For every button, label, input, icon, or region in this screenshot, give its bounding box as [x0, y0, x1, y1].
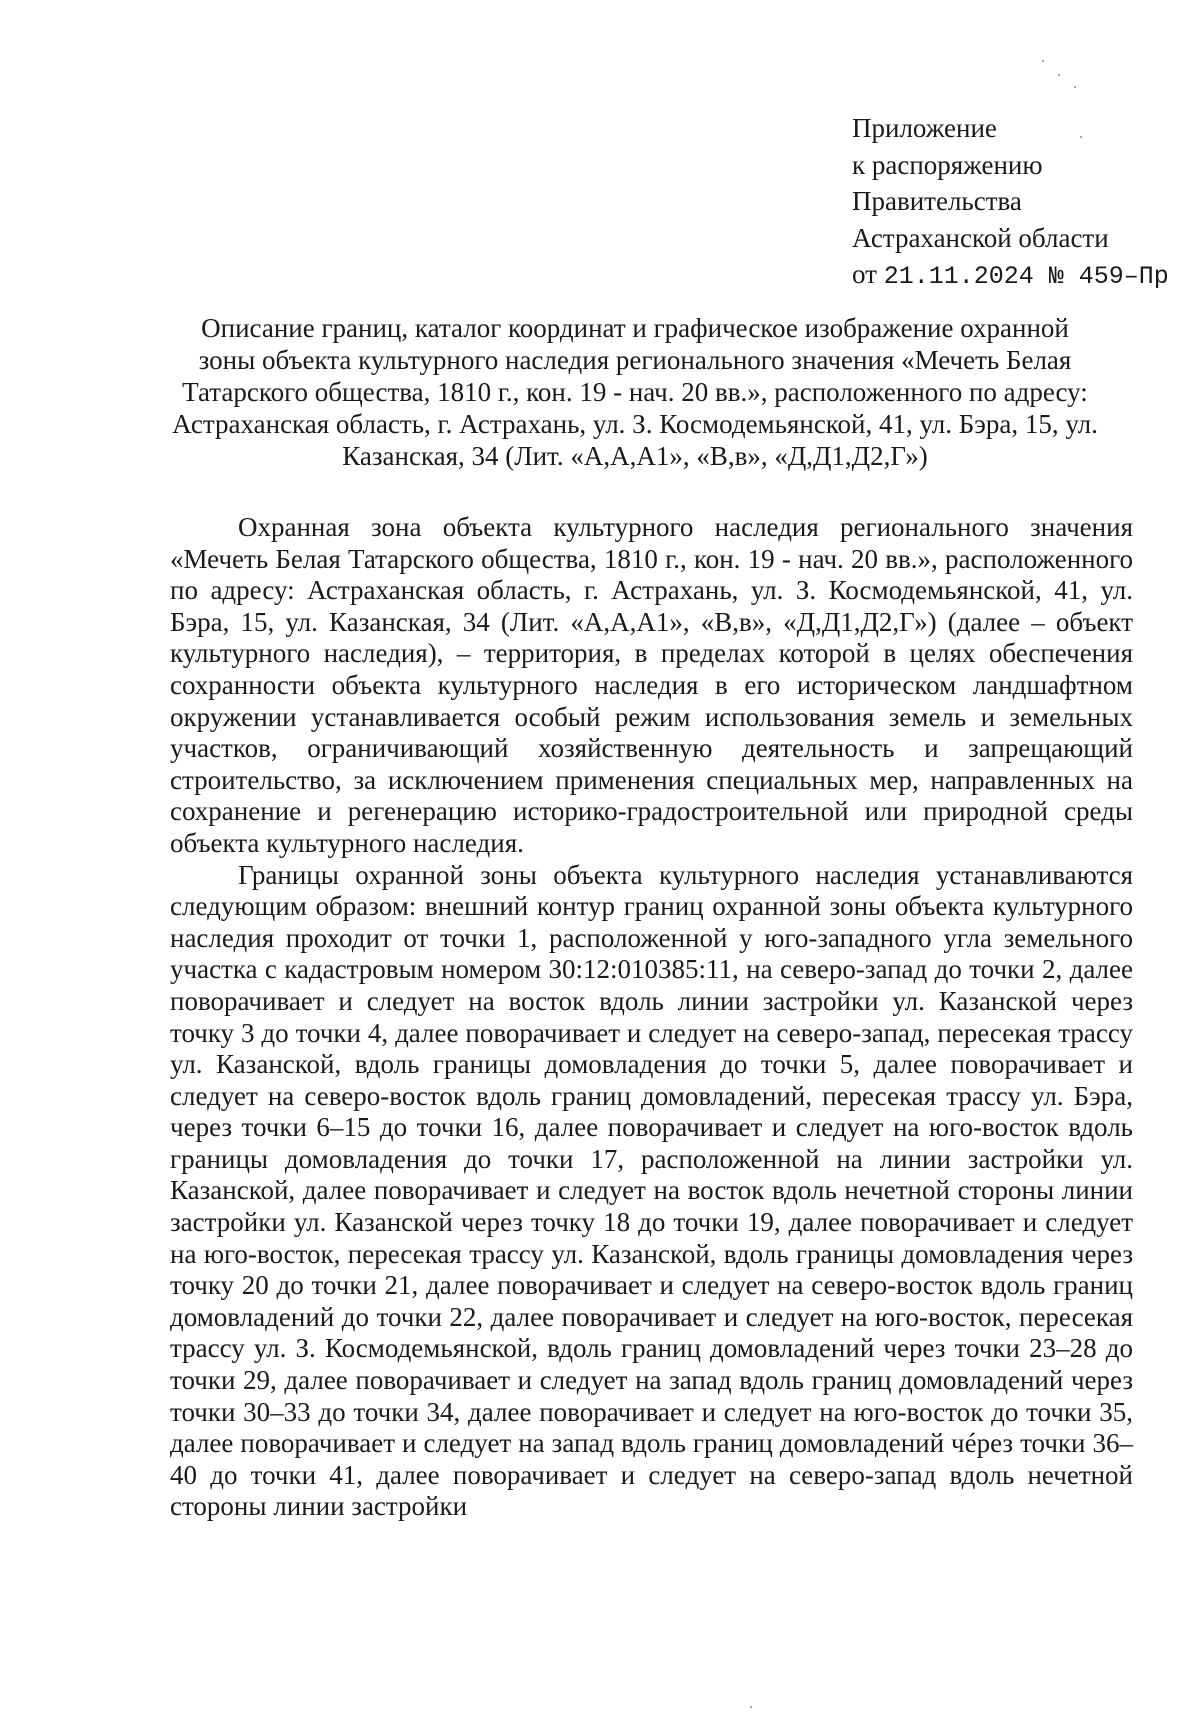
scan-speck: [1058, 74, 1060, 76]
appendix-line: к распоряжению: [852, 149, 1043, 180]
scan-speck: [1042, 60, 1044, 62]
appendix-block: [852, 110, 1192, 296]
appendix-line: Приложение: [852, 113, 997, 143]
appendix-line: Астраханской области: [852, 222, 1109, 253]
document-title: Описание границ, каталог координат и графическое изображение охранной зоны объекта культурного наследия регионального значения «Мечеть Белая Татарского общества, 1810 г., кон. 19 - нач. 20 вв.», расположенного по адресу: Астраханская область, г. Астрахань, ул. З. Космодемьянской, 41, ул. Бэра, 15, ул. Казанская, 34 (Лит. «А,А,А1», «В,в», «Д,Д1,Д2,Г»): [172, 313, 1098, 471]
scan-speck: [1074, 86, 1076, 88]
appendix-date-line: [852, 256, 1192, 296]
appendix-line: Правительства: [852, 186, 1022, 216]
date-prefix: от: [852, 259, 884, 289]
paragraph: Охранная зона объекта культурного наследия регионального значения «Мечеть Белая Татарского общества, 1810 г., кон. 19 - нач. 20 вв.», расположенного по адресу: Астраханская область, г. Астрахань, ул. З. Космодемьянской, 41, ул. Бэра, 15, ул. Казанская, 34 (Лит. «А,А,А1», «В,в», «Д,Д1,Д2,Г») (далее – объект культурного наследия), – территория, в пределах которой в целях обеспечения сохранности объекта культурного наследия в его историческом ландшафтном окружении устанавливается особый режим использования земель и земельных участков, ограничивающий хозяйственную деятельность и запрещающий строительство, за исключением применения специальных мер, направленных на сохранение и регенерацию историко-градостроительной или природной среды объекта культурного наследия.: [170, 512, 1133, 858]
scan-speck: [1080, 136, 1082, 138]
date-number: 21.11.2024 № 459–Пр: [883, 262, 1169, 291]
scan-speck: [750, 1706, 752, 1708]
paragraph: Границы охранной зоны объекта культурного наследия устанавливаются следующим образом: внешний контур границ охранной зоны объекта культурного наследия проходит от точки 1, расположенной у юго-западного угла земельного участка с кадастровым номером 30:12:010385:11, на северо-запад до точки 2, далее поворачивает и следует на восток вдоль линии застройки ул. Казанской через точку 3 до точки 4, далее поворачивает и следует на северо-запад, пересекая трассу ул. Казанской, вдоль границы домовладения до точки 5, далее поворачивает и следует на северо-восток вдоль границ домовладений, пересекая трассу ул. Бэра, через точки 6–15 до точки 16, далее поворачивает и следует на юго-восток вдоль границы домовладения до точки 17, расположенной на линии застройки ул. Казанской, далее поворачивает и следует на восток вдоль нечетной стороны линии застройки ул. Казанской через точку 18 до точки 19, далее поворачивает и следует на юго-восток, пересекая трассу ул. Казанской, вдоль границы домовладения через точку 20 до точки 21, далее поворачивает и следует на северо-восток вдоль границ домовладений до точки 22, далее поворачивает и следует на юго-восток, пересекая трассу ул. З. Космодемьянской, вдоль границ домовладений через точки 23–28 до точки 29, далее поворачивает и следует на запад вдоль границ домовладений через точки 30–33 до точки 34, далее поворачивает и следует на юго-восток до точки 35, далее поворачивает и следует на запад вдоль границ домовладений чéрез точки 36–40 до точки 41, далее поворачивает и следует на северо-запад вдоль нечетной стороны линии застройки: [170, 859, 1133, 1522]
document-body: [170, 512, 1133, 1523]
